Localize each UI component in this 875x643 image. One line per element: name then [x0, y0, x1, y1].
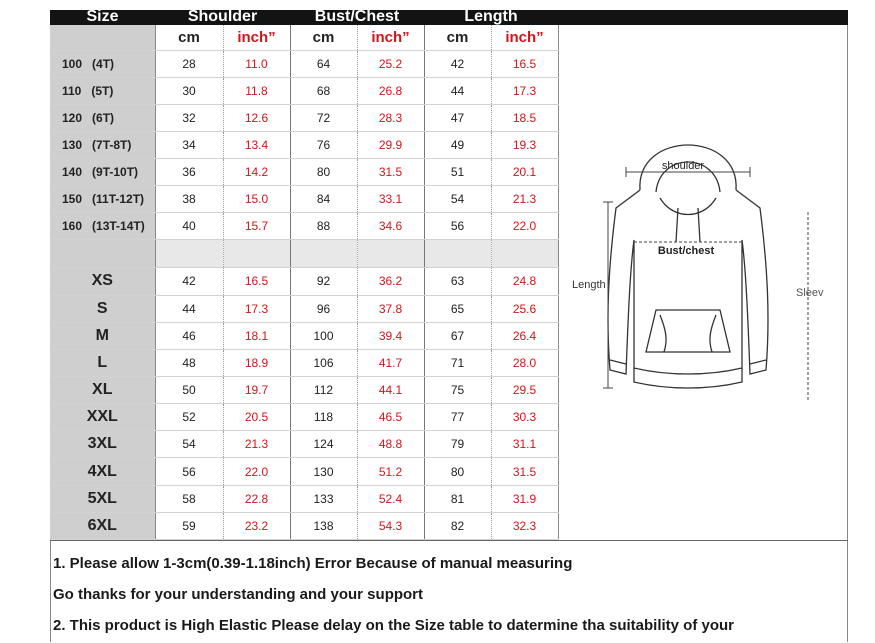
length-inch: 16.5	[491, 50, 558, 77]
bust-inch: 25.2	[357, 50, 424, 77]
length-inch: 21.3	[491, 186, 558, 213]
table-row	[50, 512, 558, 539]
table-row	[50, 104, 558, 131]
table-row	[50, 458, 558, 485]
header-shoulder: Shoulder	[187, 8, 258, 25]
bust-cm: 112	[290, 377, 357, 404]
label-bust: Bust/chest	[657, 245, 715, 257]
length-inch: 22.0	[491, 213, 558, 240]
unit-row	[50, 25, 558, 50]
hoodie-measurement-diagram	[568, 120, 828, 410]
bust-inch: 33.1	[357, 186, 424, 213]
bust-inch: 34.6	[357, 213, 424, 240]
size-age: (4T)	[92, 56, 115, 71]
length-cm: 71	[424, 349, 491, 376]
size-cell: S	[50, 295, 155, 322]
separator-cell	[290, 240, 357, 267]
length-inch: 31.9	[491, 485, 558, 512]
table-row	[50, 377, 558, 404]
shoulder-cm: 30	[155, 77, 223, 104]
shoulder-cm: 42	[155, 267, 223, 295]
shoulder-cm: 34	[155, 131, 223, 158]
table-row	[50, 485, 558, 512]
size-value: 120	[62, 110, 83, 125]
bust-cm: 130	[290, 458, 357, 485]
shoulder-inch: 18.1	[223, 322, 290, 349]
bust-cm: 138	[290, 512, 357, 539]
unit-inch: inch”	[491, 25, 558, 50]
shoulder-inch: 18.9	[223, 349, 290, 376]
length-inch: 31.5	[491, 458, 558, 485]
shoulder-inch: 22.8	[223, 485, 290, 512]
length-inch: 17.3	[491, 77, 558, 104]
shoulder-cm: 54	[155, 431, 223, 458]
table-row	[50, 404, 558, 431]
shoulder-inch: 20.5	[223, 404, 290, 431]
bust-inch: 39.4	[357, 322, 424, 349]
size-cell: XXL	[50, 404, 155, 431]
separator-cell	[50, 240, 155, 267]
size-chart	[50, 10, 848, 642]
length-inch: 29.5	[491, 377, 558, 404]
bust-cm: 133	[290, 485, 357, 512]
size-cell: L	[50, 349, 155, 376]
size-cell	[50, 131, 155, 158]
size-age: (9T-10T)	[92, 165, 139, 180]
size-cell	[50, 186, 155, 213]
size-cell: 3XL	[50, 431, 155, 458]
size-cell: XL	[50, 377, 155, 404]
length-cm: 47	[424, 104, 491, 131]
size-cell	[50, 159, 155, 186]
unit-size-cell	[50, 25, 155, 50]
size-age: (13T-14T)	[92, 219, 145, 234]
bust-cm: 76	[290, 131, 357, 158]
length-inch: 25.6	[491, 295, 558, 322]
size-age: (7T-8T)	[92, 138, 132, 153]
bust-inch: 54.3	[357, 512, 424, 539]
header-bust: Bust/Chest	[314, 8, 400, 25]
shoulder-inch: 14.2	[223, 159, 290, 186]
size-value: 140	[62, 165, 83, 180]
shoulder-inch: 12.6	[223, 104, 290, 131]
bust-cm: 96	[290, 295, 357, 322]
bust-inch: 31.5	[357, 159, 424, 186]
table-row	[50, 349, 558, 376]
bust-cm: 118	[290, 404, 357, 431]
separator-cell	[424, 240, 491, 267]
size-cell: 4XL	[50, 458, 155, 485]
separator-cell	[491, 240, 558, 267]
unit-inch: inch”	[223, 25, 290, 50]
size-age: (6T)	[92, 110, 115, 125]
table-row	[50, 267, 558, 295]
size-cell	[50, 50, 155, 77]
separator-row	[50, 240, 558, 267]
length-cm: 75	[424, 377, 491, 404]
note-line-1: 1. Please allow 1-3cm(0.39-1.18inch) Error Because of manual measuring	[53, 555, 573, 572]
unit-cm: cm	[155, 25, 223, 50]
table-row	[50, 295, 558, 322]
shoulder-inch: 13.4	[223, 131, 290, 158]
size-value: 130	[62, 138, 83, 153]
length-inch: 26.4	[491, 322, 558, 349]
length-cm: 44	[424, 77, 491, 104]
length-inch: 30.3	[491, 404, 558, 431]
length-cm: 49	[424, 131, 491, 158]
table-header	[50, 10, 848, 25]
bust-cm: 72	[290, 104, 357, 131]
size-value: 110	[62, 83, 82, 98]
bust-cm: 88	[290, 213, 357, 240]
length-cm: 67	[424, 322, 491, 349]
shoulder-cm: 52	[155, 404, 223, 431]
length-cm: 81	[424, 485, 491, 512]
shoulder-inch: 19.7	[223, 377, 290, 404]
shoulder-inch: 11.8	[223, 77, 290, 104]
shoulder-inch: 22.0	[223, 458, 290, 485]
note-line-3: 2. This product is High Elastic Please delay on the Size table to datermine tha suitability of your	[53, 617, 734, 634]
bust-cm: 80	[290, 159, 357, 186]
bust-cm: 124	[290, 431, 357, 458]
size-value: 160	[62, 219, 83, 234]
size-value: 100	[62, 56, 83, 71]
label-length: Length	[572, 279, 606, 291]
bust-cm: 100	[290, 322, 357, 349]
length-cm: 82	[424, 512, 491, 539]
bust-cm: 64	[290, 50, 357, 77]
shoulder-inch: 15.0	[223, 186, 290, 213]
shoulder-cm: 28	[155, 50, 223, 77]
bust-inch: 46.5	[357, 404, 424, 431]
shoulder-inch: 11.0	[223, 50, 290, 77]
bust-cm: 84	[290, 186, 357, 213]
size-value: 150	[62, 192, 83, 207]
size-age: (11T-12T)	[92, 192, 145, 207]
shoulder-inch: 15.7	[223, 213, 290, 240]
shoulder-cm: 46	[155, 322, 223, 349]
size-cell: 6XL	[50, 512, 155, 539]
size-age: (5T)	[91, 83, 114, 98]
shoulder-inch: 21.3	[223, 431, 290, 458]
label-sleeve: Sleev	[796, 287, 824, 299]
shoulder-cm: 44	[155, 295, 223, 322]
table-row	[50, 186, 558, 213]
table-row	[50, 50, 558, 77]
bust-inch: 48.8	[357, 431, 424, 458]
shoulder-cm: 50	[155, 377, 223, 404]
shoulder-cm: 58	[155, 485, 223, 512]
bust-inch: 37.8	[357, 295, 424, 322]
shoulder-inch: 17.3	[223, 295, 290, 322]
length-inch: 20.1	[491, 159, 558, 186]
note-line-2: Go thanks for your understanding and your support	[53, 586, 424, 603]
size-cell: 5XL	[50, 485, 155, 512]
length-inch: 32.3	[491, 512, 558, 539]
unit-cm: cm	[424, 25, 491, 50]
header-length: Length	[464, 8, 518, 25]
header-size: Size	[86, 8, 119, 25]
shoulder-cm: 36	[155, 159, 223, 186]
bust-inch: 29.9	[357, 131, 424, 158]
shoulder-cm: 56	[155, 458, 223, 485]
shoulder-inch: 23.2	[223, 512, 290, 539]
shoulder-cm: 38	[155, 186, 223, 213]
length-cm: 80	[424, 458, 491, 485]
length-cm: 51	[424, 159, 491, 186]
shoulder-cm: 48	[155, 349, 223, 376]
size-cell: M	[50, 322, 155, 349]
length-inch: 24.8	[491, 267, 558, 295]
length-cm: 65	[424, 295, 491, 322]
length-inch: 19.3	[491, 131, 558, 158]
separator-cell	[155, 240, 223, 267]
shoulder-cm: 40	[155, 213, 223, 240]
table-row	[50, 159, 558, 186]
unit-inch: inch”	[357, 25, 424, 50]
bust-inch: 41.7	[357, 349, 424, 376]
length-inch: 28.0	[491, 349, 558, 376]
shoulder-cm: 59	[155, 512, 223, 539]
table-row	[50, 131, 558, 158]
length-cm: 79	[424, 431, 491, 458]
length-inch: 18.5	[491, 104, 558, 131]
size-cell	[50, 213, 155, 240]
size-cell	[50, 104, 155, 131]
length-cm: 56	[424, 213, 491, 240]
table-row	[50, 77, 558, 104]
size-cell: XS	[50, 267, 155, 295]
table-row	[50, 431, 558, 458]
bust-cm: 68	[290, 77, 357, 104]
bust-inch: 51.2	[357, 458, 424, 485]
bust-cm: 106	[290, 349, 357, 376]
length-cm: 42	[424, 50, 491, 77]
bust-inch: 36.2	[357, 267, 424, 295]
unit-cm: cm	[290, 25, 357, 50]
length-cm: 77	[424, 404, 491, 431]
size-cell	[50, 77, 155, 104]
bust-inch: 52.4	[357, 485, 424, 512]
bust-cm: 92	[290, 267, 357, 295]
hoodie-outline	[608, 145, 768, 388]
bust-inch: 26.8	[357, 77, 424, 104]
length-cm: 63	[424, 267, 491, 295]
table-row	[50, 322, 558, 349]
size-table	[50, 25, 559, 540]
separator-cell	[357, 240, 424, 267]
bust-inch: 44.1	[357, 377, 424, 404]
bust-inch: 28.3	[357, 104, 424, 131]
notes-section	[50, 540, 848, 643]
shoulder-cm: 32	[155, 104, 223, 131]
shoulder-inch: 16.5	[223, 267, 290, 295]
table-row	[50, 213, 558, 240]
length-inch: 31.1	[491, 431, 558, 458]
separator-cell	[223, 240, 290, 267]
length-cm: 54	[424, 186, 491, 213]
label-shoulder: shoulder	[661, 160, 705, 172]
